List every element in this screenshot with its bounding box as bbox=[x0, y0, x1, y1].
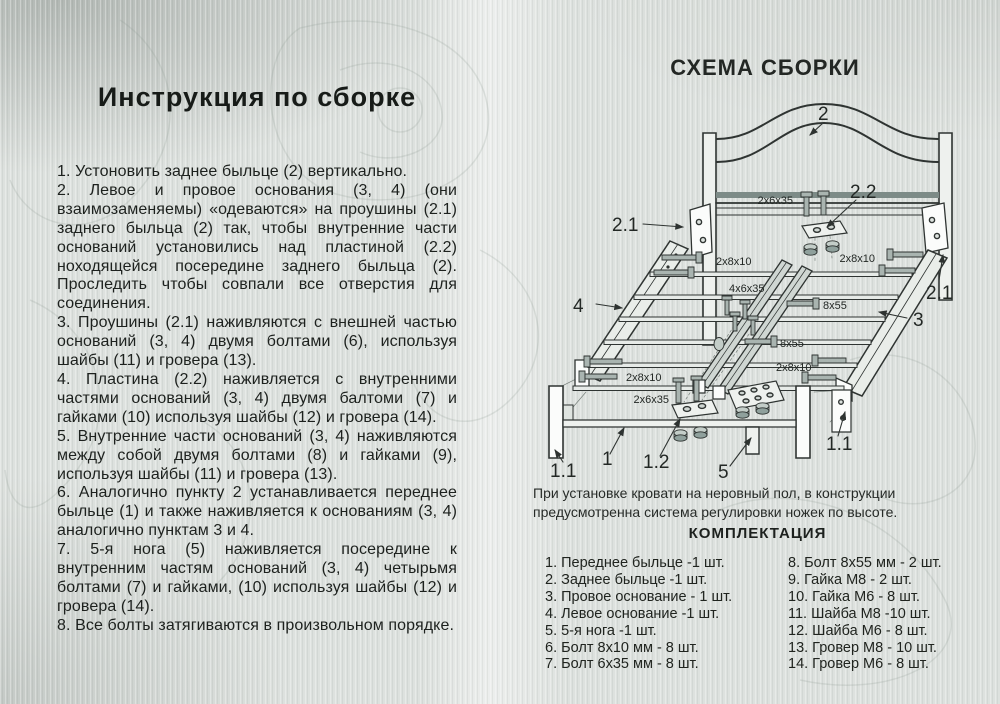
dim-long-bolt-b: 8x55 bbox=[780, 338, 804, 350]
step-8: 8. Все болты затягиваются в произвольном порядке. bbox=[57, 616, 455, 634]
step-5: 5. Внутренние части оснований (3, 4) наживляются между собой двумя болтами (8) и гайками (9), используя шайбы (11) и гровера (13). bbox=[57, 427, 457, 483]
part-item: 3. Провое основание - 1 шт. bbox=[545, 588, 733, 605]
part-item: 1. Переднее быльце -1 шт. bbox=[545, 555, 725, 571]
part-item: 4. Левое основание -1 шт. bbox=[545, 605, 720, 622]
callout-plate: 2.2 bbox=[850, 182, 877, 203]
step-2: 2. Левое и провое основания (3, 4) (они взаимозаменяемы) «одеваются» на проушины (2.1) заднего быльца (2) так, чтобы внутренние части оснований установились над пластиной (2.2) ноходящейся посередине заднего быльца (2). Проследить чтобы совпали все отверстия для соединения. bbox=[57, 181, 457, 313]
callout-fifth-leg: 5 bbox=[718, 462, 729, 480]
dim-side-bolts-left: 2x8x10 bbox=[626, 372, 662, 384]
dim-side-bolts-right: 2x8x10 bbox=[776, 362, 812, 374]
callout-base-left: 4 bbox=[573, 296, 584, 317]
callout-foot-plate: 1.2 bbox=[643, 452, 670, 473]
centre-plate bbox=[802, 221, 847, 238]
step-6: 6. Аналогично пункту 2 устанавливается переднее быльце (1) и также наживляется к основаниям (3, 4) аналогично пунктам 3 и 4. bbox=[57, 484, 457, 540]
part-item: 14. Гровер М6 - 8 шт. bbox=[788, 656, 929, 673]
dim-lug-bolts-left: 2x8x10 bbox=[716, 256, 752, 268]
lug-plate-right bbox=[922, 203, 948, 253]
diagram-title: СХЕМА СБОРКИ bbox=[670, 55, 860, 80]
bed-assembly-diagram bbox=[530, 50, 1000, 480]
callout-foot-left: 1.1 bbox=[550, 461, 577, 480]
step-1: 1. Устоновить заднее быльце (2) вертикально. bbox=[57, 163, 408, 180]
footboard-nuts bbox=[674, 427, 707, 441]
part-item: 10. Гайка М6 - 8 шт. bbox=[788, 588, 920, 605]
instructions-steps bbox=[57, 163, 457, 636]
part-item: 11. Шайба М8 -10 шт. bbox=[788, 605, 931, 622]
callout-footboard: 1 bbox=[602, 449, 613, 470]
callout-headboard: 2 bbox=[818, 104, 829, 125]
callout-lug-left: 2.1 bbox=[612, 215, 639, 236]
dim-centre-bolts: 4x6x35 bbox=[729, 283, 765, 295]
parts-list-left bbox=[545, 555, 785, 673]
part-item: 9. Гайка М8 - 2 шт. bbox=[788, 571, 912, 588]
step-7: 7. 5-я нога (5) наживляется посередине к внутренним частям оснований (3, 4) четырьмя болтами (7) и гайками, (10) используя шайбы (12) и гровера (14). bbox=[57, 541, 457, 615]
dim-lug-bolts-right: 2x8x10 bbox=[839, 253, 875, 265]
dim-long-bolt-a: 8x55 bbox=[823, 300, 847, 312]
callout-lug-right: 2.1 bbox=[926, 283, 953, 304]
centre-plate-nuts bbox=[804, 241, 839, 255]
part-item: 2. Заднее быльце -1 шт. bbox=[545, 571, 708, 588]
step-3: 3. Проушины (2.1) наживляются с внешней частью оснований (3, 4) двумя болтами (6), используя шайбы (11) и гровера (13). bbox=[57, 314, 457, 370]
part-item: 7. Болт 6х35 мм - 8 шт. bbox=[545, 656, 699, 673]
footboard-shape bbox=[549, 386, 851, 458]
part-item: 6. Болт 8х10 мм - 8 шт. bbox=[545, 639, 699, 656]
part-item: 12. Шайба М6 - 8 шт. bbox=[788, 622, 928, 639]
dim-footboard-bolts: 2x6x35 bbox=[633, 394, 669, 406]
part-item: 5. 5-я нога -1 шт. bbox=[545, 622, 657, 639]
step-4: 4. Пластина (2.2) наживляется с внутренними частями оснований (3, 4) двумя балтоми (7) и гайками (10) используя шайбы (12) и гровера (14). bbox=[57, 370, 457, 426]
lug-plate-left bbox=[690, 204, 712, 258]
parts-title: КОМПЛЕКТАЦИЯ bbox=[688, 525, 827, 542]
part-item: 8. Болт 8х55 мм - 2 шт. bbox=[788, 555, 942, 571]
dim-headboard-bolts: 2x6x35 bbox=[757, 195, 793, 207]
callout-foot-right: 1.1 bbox=[826, 434, 853, 455]
diagram-note: При установке кровати на неровный пол, в конструкции предусмотренна система регулировки ножек по высоте. bbox=[533, 485, 898, 520]
part-item: 13. Гровер М8 - 10 шт. bbox=[788, 639, 937, 656]
instructions-title: Инструкция по сборке bbox=[97, 82, 417, 112]
callout-base-right: 3 bbox=[913, 310, 924, 331]
parts-list-right bbox=[788, 555, 998, 673]
